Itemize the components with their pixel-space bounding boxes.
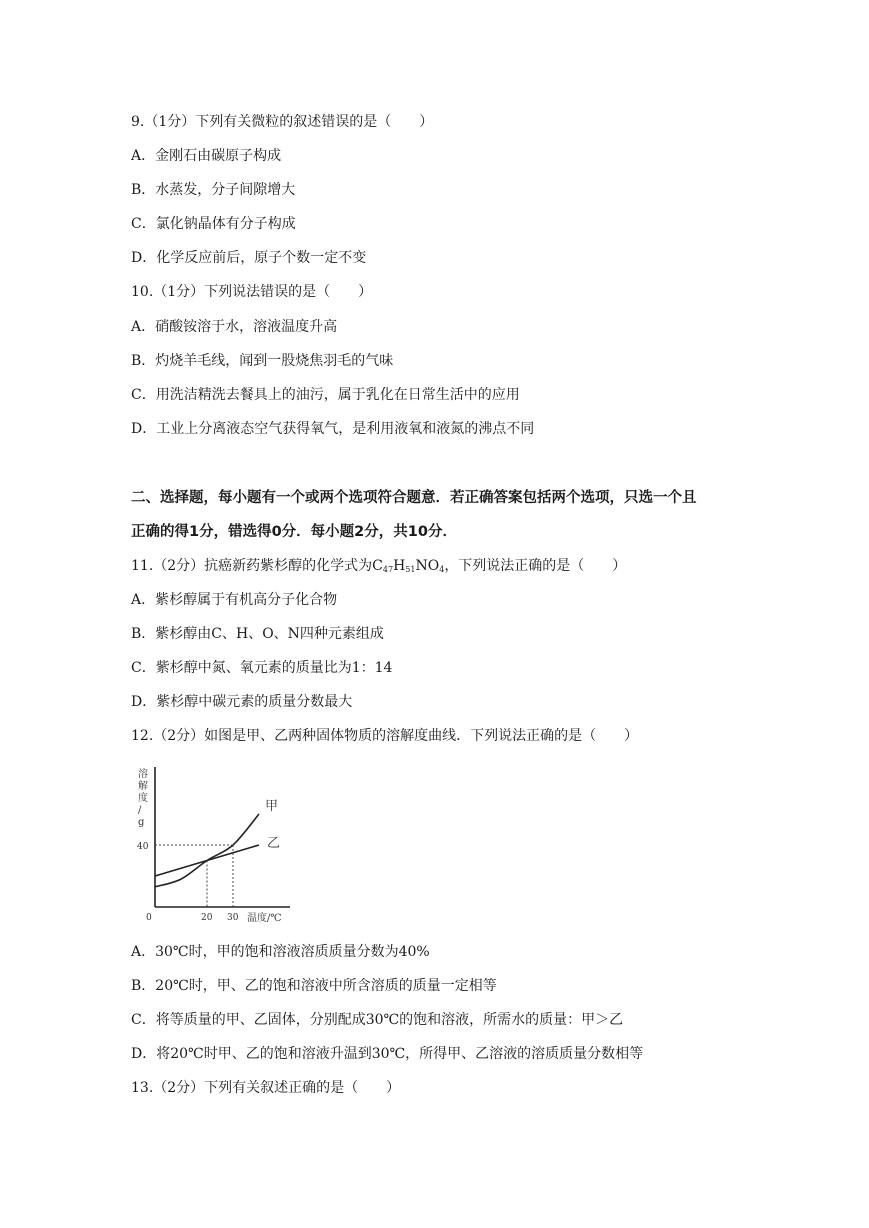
origin-label: 0	[146, 913, 152, 923]
q12-option-c: C．将等质量的甲、乙固体，分别配成30℃的饱和溶液，所需水的质量：甲＞乙	[131, 1012, 624, 1028]
q11-option-c: C．紫杉醇中氮、氧元素的质量比为1：14	[131, 660, 393, 676]
series-label-yi: 乙	[267, 836, 281, 851]
q12-stem: 12.（2分）如图是甲、乙两种固体物质的溶解度曲线．下列说法正确的是（ ）	[131, 728, 639, 744]
y-tick-label: 40	[137, 842, 149, 852]
q9-option-b: B．水蒸发，分子间隙增大	[131, 182, 296, 198]
q10-option-a: A．硝酸铵溶于水，溶液温度升高	[131, 319, 338, 335]
series-line-yi	[155, 845, 259, 876]
x-tick-label-20: 20	[201, 913, 213, 923]
section-heading-line2: 正确的得1分，错选得0分．每小题2分，共10分．	[131, 524, 457, 540]
q10-option-b: B．灼烧羊毛线，闻到一股烧焦羽毛的气味	[131, 353, 394, 369]
q9-option-a: A．金刚石由碳原子构成	[131, 148, 282, 164]
q9-stem: 9.（1分）下列有关微粒的叙述错误的是（ ）	[131, 114, 434, 130]
q10-option-d: D．工业上分离液态空气获得氧气，是利用液氧和液氮的沸点不同	[131, 421, 535, 437]
q12-option-b: B．20℃时，甲、乙的饱和溶液中所含溶质的质量一定相等	[131, 978, 497, 994]
q10-option-c: C．用洗洁精洗去餐具上的油污，属于乳化在日常生活中的应用	[131, 387, 520, 403]
q13-stem: 13.（2分）下列有关叙述正确的是（ ）	[131, 1080, 401, 1096]
x-axis-label: 温度/℃	[247, 913, 282, 924]
q12-option-a: A．30℃时，甲的饱和溶液溶质质量分数为40%	[131, 944, 430, 960]
q11-stem: 11.（2分）抗癌新药紫杉醇的化学式为$C_{47}H_{51}NO_4$，下列说法正确的是（ ）	[131, 558, 627, 574]
q9-option-c: C．氯化钠晶体有分子构成	[131, 216, 296, 232]
series-line-jia	[155, 814, 259, 887]
series-label-jia: 甲	[265, 799, 279, 814]
q12-option-d: D．将20℃时甲、乙的饱和溶液升温到30℃，所得甲、乙溶液的溶质质量分数相等	[131, 1046, 644, 1062]
q10-stem: 10.（1分）下列说法错误的是（ ）	[131, 284, 373, 300]
q11-option-d: D．紫杉醇中碳元素的质量分数最大	[131, 694, 353, 710]
q11-option-b: B．紫杉醇由C、H、O、N四种元素组成	[131, 626, 384, 642]
q11-option-a: A．紫杉醇属于有机高分子化合物	[131, 592, 338, 608]
q9-option-d: D．化学反应前后，原子个数一定不变	[131, 250, 367, 266]
section-heading-line1: 二、选择题，每小题有一个或两个选项符合题意．若正确答案包括两个选项，只选一个且	[131, 490, 697, 506]
x-tick-label-30: 30	[227, 913, 239, 923]
y-axis-label: 溶解度/ g	[138, 769, 148, 828]
